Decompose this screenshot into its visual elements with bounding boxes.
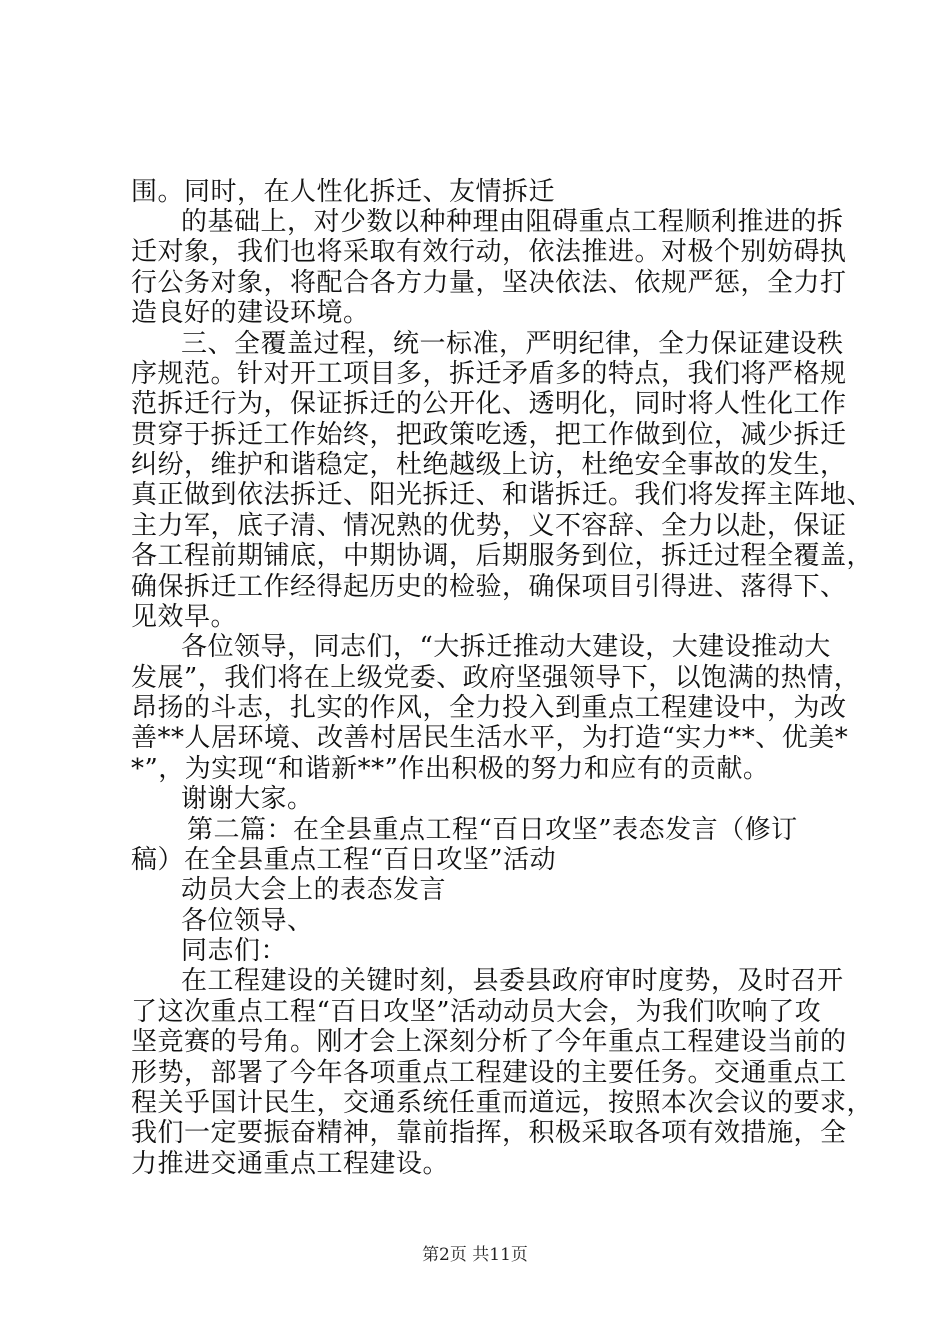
- salutation-line: 同志们：: [181, 936, 288, 966]
- body-line: 序规范。针对开工项目多，拆迁矛盾多的特点，我们将严格规: [131, 359, 847, 389]
- body-line: 各位领导，同志们，“大拆迁推动大建设，大建设推动大: [181, 632, 831, 662]
- body-line: 的基础上，对少数以种种理由阻碍重点工程顺利推进的拆: [181, 207, 844, 237]
- section-heading-line: 动员大会上的表态发言: [181, 875, 447, 905]
- body-line: 主力军，底子清、情况熟的优势，义不容辞、全力以赴，保证: [131, 511, 847, 541]
- section-heading-line: 稿）在全县重点工程“百日攻坚”活动: [131, 845, 557, 875]
- page-number-footer: 第2页 共11页: [422, 1245, 528, 1265]
- body-line: 了这次重点工程“百日攻坚”活动动员大会，为我们吹响了攻: [131, 997, 822, 1027]
- body-line: 力推进交通重点工程建设。: [131, 1149, 450, 1179]
- body-line: 造良好的建设环境。: [131, 298, 370, 328]
- body-line: 坚竞赛的号角。刚才会上深刻分析了今年重点工程建设当前的: [131, 1027, 847, 1057]
- body-line: 程关乎国计民生，交通系统任重而道远，按照本次会议的要求，: [131, 1088, 874, 1118]
- body-line: 昂扬的斗志，扎实的作风，全力投入到重点工程建设中，为改: [131, 693, 847, 723]
- body-line: 我们一定要振奋精神，靠前指挥，积极采取各项有效措施，全: [131, 1118, 847, 1148]
- body-line: 谢谢大家。: [181, 784, 314, 814]
- body-line: 各工程前期铺底，中期协调，后期服务到位，拆迁过程全覆盖，: [131, 541, 874, 571]
- body-line: 形势，部署了今年各项重点工程建设的主要任务。交通重点工: [131, 1058, 847, 1088]
- body-line: *”，为实现“和谐新**”作出积极的努力和应有的贡献。: [131, 754, 770, 784]
- body-line: 确保拆迁工作经得起历史的检验，确保项目引得进、落得下、: [131, 572, 847, 602]
- section-heading-line: 第二篇：在全县重点工程“百日攻坚”表态发言（修订: [187, 815, 798, 845]
- body-line: 见效早。: [131, 602, 238, 632]
- body-line: 善**人居环境、改善村居民生活水平，为打造“实力**、优美*: [131, 723, 849, 753]
- body-line: 行公务对象，将配合各方力量，坚决依法、依规严惩，全力打: [131, 268, 847, 298]
- body-line: 贯穿于拆迁工作始终，把政策吃透，把工作做到位，减少拆迁: [131, 420, 847, 450]
- body-line: 三、全覆盖过程，统一标准，严明纪律，全力保证建设秩: [181, 329, 844, 359]
- salutation-line: 各位领导、: [181, 906, 314, 936]
- body-line: 真正做到依法拆迁、阳光拆迁、和谐拆迁。我们将发挥主阵地、: [131, 480, 874, 510]
- body-line: 纠纷，维护和谐稳定，杜绝越级上访，杜绝安全事故的发生，: [131, 450, 847, 480]
- body-line: 围。同时，在人性化拆迁、友情拆迁: [131, 177, 556, 207]
- body-line: 范拆迁行为，保证拆迁的公开化、透明化，同时将人性化工作: [131, 389, 847, 419]
- body-line: 在工程建设的关键时刻，县委县政府审时度势，及时召开: [181, 966, 844, 996]
- body-line: 发展”，我们将在上级党委、政府坚强领导下，以饱满的热情，: [131, 663, 861, 693]
- body-line: 迁对象，我们也将采取有效行动，依法推进。对极个别妨碍执: [131, 237, 847, 267]
